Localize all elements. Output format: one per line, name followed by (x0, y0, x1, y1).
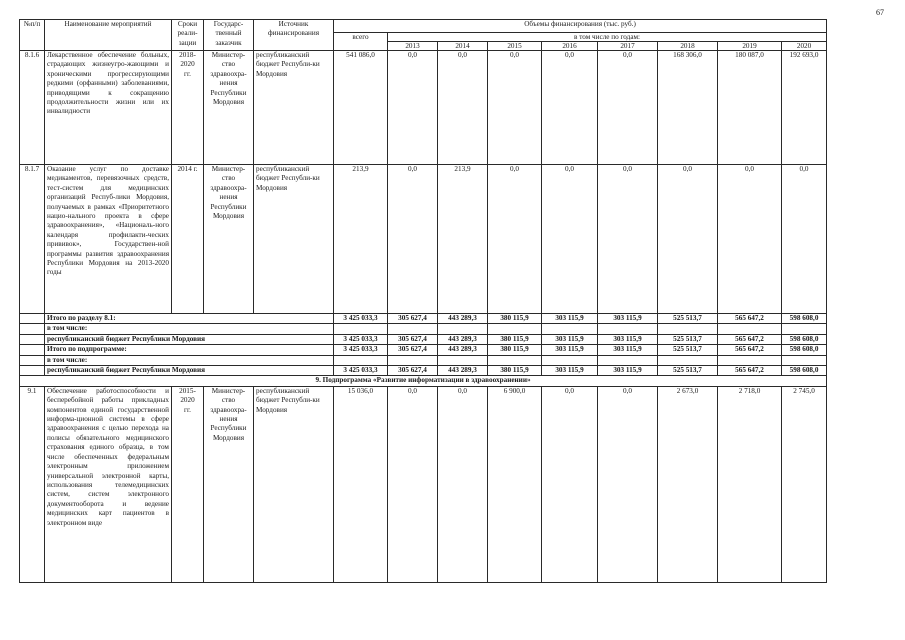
summary-year-value: 565 647,2 (718, 366, 782, 376)
summary-year-value: 443 289,3 (438, 334, 488, 344)
row-source: республиканский бюджет Республи-ки Мордовия (254, 386, 334, 582)
row-total: 541 086,0 (334, 51, 388, 165)
summary-total (334, 324, 388, 334)
summary-year-value: 598 608,0 (782, 334, 827, 344)
summary-label: в том числе: (45, 324, 334, 334)
row-year-value: 0,0 (438, 386, 488, 582)
row-year-value: 0,0 (658, 165, 718, 314)
row-year-value: 0,0 (388, 165, 438, 314)
summary-year-value: 443 289,3 (438, 366, 488, 376)
summary-year-value (542, 324, 598, 334)
row-year-value: 0,0 (598, 51, 658, 165)
row-year-value: 2 673,0 (658, 386, 718, 582)
header-volumes: Объемы финансирования (тыс. руб.) (334, 20, 827, 33)
row-year-value: 0,0 (598, 165, 658, 314)
row-source: республиканский бюджет Республи-ки Мордовия (254, 165, 334, 314)
summary-year-value: 303 115,9 (542, 366, 598, 376)
summary-year-value: 525 513,7 (658, 366, 718, 376)
header-source: Источник финансирования (254, 20, 334, 51)
row-year-value: 0,0 (782, 165, 827, 314)
summary-row (20, 355, 827, 365)
row-year-value: 180 087,0 (718, 51, 782, 165)
row-year-value: 0,0 (438, 51, 488, 165)
row-term: 2018- 2020 гг. (172, 51, 204, 165)
summary-year-value: 305 627,4 (388, 334, 438, 344)
summary-empty (20, 366, 45, 376)
row-year-value: 0,0 (598, 386, 658, 582)
row-year-value: 0,0 (388, 51, 438, 165)
summary-empty (20, 324, 45, 334)
summary-year-value: 565 647,2 (718, 345, 782, 355)
summary-label: Итого по подпрограмме: (45, 345, 334, 355)
summary-year-value: 380 115,9 (488, 314, 542, 324)
summary-year-value (598, 324, 658, 334)
row-year-value: 192 693,0 (782, 51, 827, 165)
summary-year-value: 443 289,3 (438, 314, 488, 324)
summary-year-value: 303 115,9 (598, 345, 658, 355)
header-year: 2013 (388, 42, 438, 51)
row-number: 9.1 (20, 386, 45, 582)
header-term: Сроки реали- зации (172, 20, 204, 51)
row-source: республиканский бюджет Республи-ки Мордовия (254, 51, 334, 165)
summary-year-value: 303 115,9 (598, 366, 658, 376)
row-name: Обеспечение работоспособности и бесперебойной работы прикладных компонентов единой государственной информа-ционной системы в сфере здравоохранения с целью перехода на полисы обязательного медицинского страхования единого образца, в том числе обеспеченных федеральным электронным приложением универсальной электронной карты, использования телемедицинских систем, систем электронного документооборота и ведение медицинских карт пациентов в электронном виде (45, 386, 172, 582)
summary-year-value: 598 608,0 (782, 345, 827, 355)
summary-row (20, 324, 827, 334)
summary-year-value: 598 608,0 (782, 314, 827, 324)
summary-year-value (718, 355, 782, 365)
row-number: 8.1.6 (20, 51, 45, 165)
summary-year-value (782, 324, 827, 334)
header-incl-years: в том числе по годам: (388, 33, 827, 42)
summary-total (334, 355, 388, 365)
row-term: 2015- 2020 гг. (172, 386, 204, 582)
summary-year-value: 380 115,9 (488, 334, 542, 344)
summary-total: 3 425 033,3 (334, 314, 388, 324)
summary-year-value (388, 355, 438, 365)
summary-year-value: 598 608,0 (782, 366, 827, 376)
summary-label: в том числе: (45, 355, 334, 365)
summary-empty (20, 345, 45, 355)
summary-year-value: 525 513,7 (658, 334, 718, 344)
row-year-value: 2 745,0 (782, 386, 827, 582)
header-year: 2017 (598, 42, 658, 51)
row-name: Оказание услуг по доставке медикаментов, перевязочных средств, тест-систем для медицинских организаций Респуб-лики Мордовия, получаемых в рамках «Приоритетного нацио-нального проекта в сфере здравоохранения», «Националь-ного календаря профилакти-ческих прививок», Государствен-ной программы развития здравоохранения Республики Мордовия на 2013-2020 годы (45, 165, 172, 314)
summary-year-value: 305 627,4 (388, 366, 438, 376)
summary-empty (20, 334, 45, 344)
summary-total: 3 425 033,3 (334, 334, 388, 344)
header-year: 2019 (718, 42, 782, 51)
row-year-value: 0,0 (488, 165, 542, 314)
summary-year-value (598, 355, 658, 365)
summary-year-value: 525 513,7 (658, 314, 718, 324)
page-number: 67 (876, 8, 884, 17)
row-total: 213,9 (334, 165, 388, 314)
row-year-value: 213,9 (438, 165, 488, 314)
row-total: 15 036,0 (334, 386, 388, 582)
row-year-value: 2 718,0 (718, 386, 782, 582)
header-name: Наименование мероприятий (45, 20, 172, 51)
header-year: 2015 (488, 42, 542, 51)
summary-year-value: 525 513,7 (658, 345, 718, 355)
header-customer: Государс- твенный заказчик (204, 20, 254, 51)
summary-row (20, 366, 827, 376)
row-year-value: 0,0 (488, 51, 542, 165)
summary-year-value: 443 289,3 (438, 345, 488, 355)
header-year: 2020 (782, 42, 827, 51)
row-customer: Министер- ство здравоохра- нения Республики Мордовия (204, 386, 254, 582)
header-year: 2018 (658, 42, 718, 51)
subprogram-row (20, 376, 827, 386)
summary-label: Итого по разделу 8.1: (45, 314, 334, 324)
summary-year-value (658, 324, 718, 334)
row-year-value: 0,0 (542, 386, 598, 582)
header-year: 2014 (438, 42, 488, 51)
summary-year-value: 303 115,9 (542, 345, 598, 355)
summary-year-value: 303 115,9 (542, 334, 598, 344)
summary-label: республиканский бюджет Республики Мордовия (45, 366, 334, 376)
summary-year-value (438, 324, 488, 334)
row-customer: Министер- ство здравоохра- нения Республики Мордовия (204, 165, 254, 314)
summary-year-value: 305 627,4 (388, 314, 438, 324)
row-year-value: 168 306,0 (658, 51, 718, 165)
header-num: №п/п (20, 20, 45, 51)
summary-total: 3 425 033,3 (334, 345, 388, 355)
row-year-value: 0,0 (718, 165, 782, 314)
row-year-value: 0,0 (542, 165, 598, 314)
table-row (20, 165, 827, 314)
summary-year-value (488, 355, 542, 365)
summary-year-value: 305 627,4 (388, 345, 438, 355)
financing-table (19, 19, 827, 583)
row-term: 2014 г. (172, 165, 204, 314)
summary-year-value: 380 115,9 (488, 345, 542, 355)
summary-year-value: 303 115,9 (598, 314, 658, 324)
subprogram-title: 9. Подпрограмма «Развитие информатизации в здравоохранении» (20, 376, 827, 386)
table-row (20, 386, 827, 582)
header-total: всего (334, 33, 388, 51)
row-number: 8.1.7 (20, 165, 45, 314)
table-row (20, 51, 827, 165)
summary-year-value: 565 647,2 (718, 334, 782, 344)
summary-row (20, 314, 827, 324)
header-year: 2016 (542, 42, 598, 51)
summary-year-value (782, 355, 827, 365)
summary-year-value: 565 647,2 (718, 314, 782, 324)
summary-empty (20, 355, 45, 365)
summary-row (20, 334, 827, 344)
row-year-value: 0,0 (542, 51, 598, 165)
summary-year-value: 380 115,9 (488, 366, 542, 376)
summary-year-value (658, 355, 718, 365)
row-name: Лекарственное обеспечение больных, страдающих жизнеугро-жающими и хроническими прогрессирующими редкими (орфанными) заболеваниями, приводящими к сокращению продолжительности жизни или их инвалидности (45, 51, 172, 165)
summary-year-value (438, 355, 488, 365)
summary-year-value: 303 115,9 (542, 314, 598, 324)
row-year-value: 0,0 (388, 386, 438, 582)
row-customer: Министер- ство здравоохра- нения Республики Мордовия (204, 51, 254, 165)
row-year-value: 6 900,0 (488, 386, 542, 582)
summary-year-value (388, 324, 438, 334)
summary-year-value (718, 324, 782, 334)
summary-year-value (488, 324, 542, 334)
summary-year-value (542, 355, 598, 365)
summary-row (20, 345, 827, 355)
summary-year-value: 303 115,9 (598, 334, 658, 344)
summary-label: республиканский бюджет Республики Мордовия (45, 334, 334, 344)
summary-total: 3 425 033,3 (334, 366, 388, 376)
summary-empty (20, 314, 45, 324)
